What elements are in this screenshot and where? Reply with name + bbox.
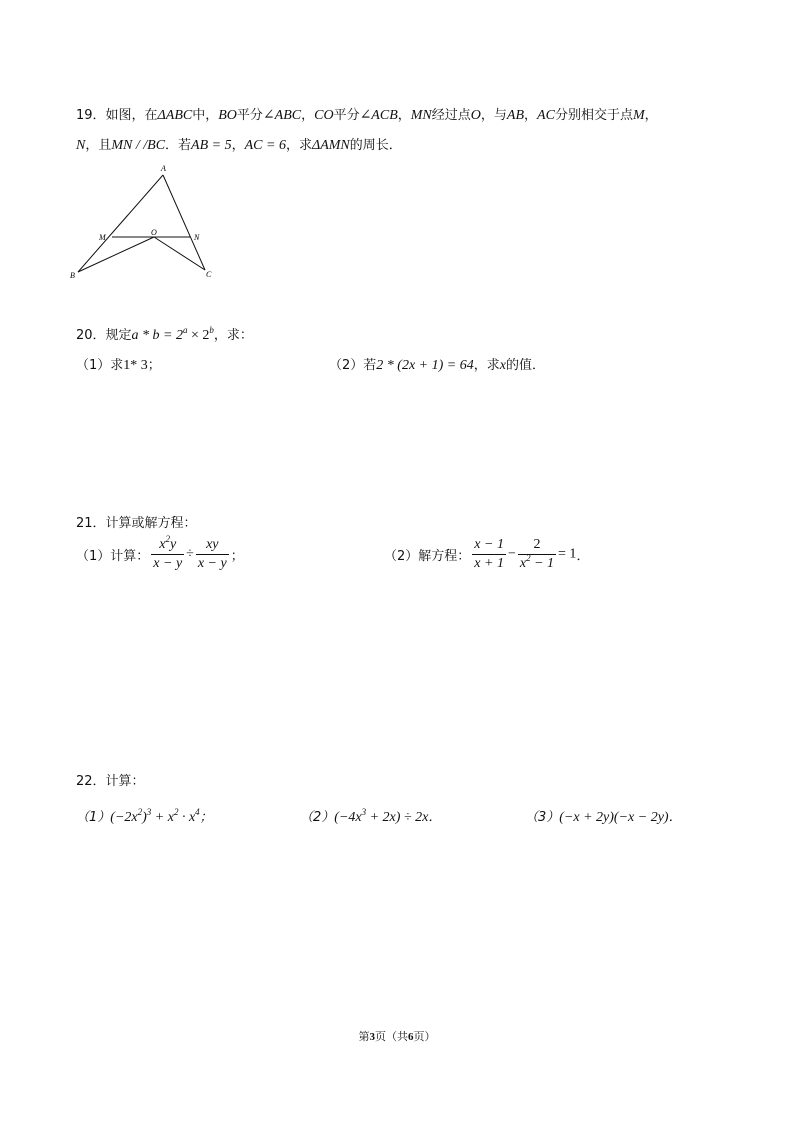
q20-text: ，求 (473, 358, 500, 373)
q20-p2-label: （2）若 (329, 358, 377, 373)
q21-minus: − (507, 546, 516, 562)
q21-f1-y: y (169, 537, 177, 552)
q21-g1-den: x + 1 (474, 556, 504, 571)
q20-exp-a: a (183, 325, 188, 335)
label-o: O (151, 228, 157, 237)
q21-f2-num: xy (196, 537, 229, 555)
q22-number: 22．计算： (76, 774, 145, 789)
q22-p3-expr: (−x + 2y)(−x − 2y) (559, 810, 669, 825)
q22-p2-e1: 3 (361, 807, 367, 817)
q19-text: 经过点 (431, 108, 471, 123)
footer-pre: 第 (358, 1030, 370, 1043)
q19-co: CO (314, 108, 334, 123)
q19-text: 平分 (236, 108, 263, 123)
q21-div: ÷ (186, 546, 194, 562)
q21-fraction-1 (151, 534, 184, 572)
q22-text: ； (199, 810, 213, 825)
q19-text: 中， (192, 108, 219, 123)
q21-g2-x: x (519, 556, 527, 571)
q19-text: ， (397, 108, 411, 123)
q19-ac-value: AC = 6 (244, 138, 286, 153)
q19-text: 的周长． (349, 138, 402, 153)
q19-text: ．若 (165, 138, 192, 153)
q22-text: ． (668, 810, 682, 825)
q19-ab-value: AB = 5 (191, 138, 232, 153)
q21-head (76, 512, 197, 531)
q22-part2 (300, 806, 441, 826)
label-n: N (194, 233, 200, 242)
label-b: B (70, 271, 75, 280)
q19-m: M (632, 108, 645, 123)
q22-p1-a: (−2x (110, 810, 138, 825)
q21-p1-label: （1）计算： (76, 549, 150, 564)
q19-triangle-amn: ΔAMN (311, 138, 350, 153)
label-c: C (206, 270, 212, 279)
q22-p1-label: （1） (76, 810, 111, 825)
q19-angle-abc: ∠ABC (262, 108, 302, 123)
q21-eq: = 1 (558, 546, 577, 562)
q21-f1-exp: 2 (165, 534, 170, 544)
q22-head (76, 770, 145, 789)
footer-post: 页） (413, 1030, 436, 1043)
q20-times: × 2 (187, 328, 210, 343)
q19-text: ， (231, 138, 245, 153)
q19-parallel: MN / /BC (111, 138, 166, 153)
segment-ac (163, 175, 205, 270)
q22-part3 (525, 806, 682, 826)
q20-p1-label: （1）求 (76, 358, 124, 373)
segment-bo (78, 237, 154, 272)
page-footer (0, 1028, 794, 1044)
q22-p1-e2: 3 (146, 807, 152, 817)
q21-g2-rest: − 1 (530, 556, 555, 571)
q22-p1-e3: 2 (173, 807, 179, 817)
q19-mn: MN (410, 108, 432, 123)
q22-p2-label: （2） (300, 810, 335, 825)
q20-p2-expr: 2 * (2x + 1) = 64 (376, 358, 474, 373)
q19-text: ， (644, 108, 658, 123)
q21-f2-den: x − y (197, 556, 227, 571)
q21-g2-exp: 2 (526, 553, 531, 563)
q19-o: O (470, 108, 481, 123)
q21-fraction-2 (196, 537, 229, 572)
q19-number: 19．如图，在 (76, 108, 158, 123)
label-m: M (99, 233, 106, 242)
q21-part2 (384, 537, 589, 572)
q21-part1 (76, 534, 244, 572)
q22-p1-c: + x (151, 810, 174, 825)
q19-text: 分别相交于点 (554, 108, 633, 123)
q19-ab: AB (506, 108, 525, 123)
q22-part1 (76, 806, 213, 826)
footer-page-number: 3 (369, 1031, 375, 1043)
q20-p2-x: x (499, 358, 506, 373)
q21-text: ． (576, 549, 590, 564)
q20-p1-expr: 1* 3 (123, 358, 148, 373)
q22-text: ． (428, 810, 442, 825)
q21-p2-label: （2）解方程： (384, 549, 471, 564)
q22-p2-b: + 2x) ÷ 2x (366, 810, 429, 825)
footer-mid: 页（共 (375, 1030, 408, 1043)
q19-triangle-abc: ΔABC (157, 108, 193, 123)
q19-text: ， (524, 108, 538, 123)
q19-line2 (76, 134, 402, 154)
q19-text: ， (301, 108, 315, 123)
q22-p2-a: (−4x (334, 810, 362, 825)
q19-text: ，且 (85, 138, 112, 153)
q20-definition (131, 325, 214, 343)
q22-p1-d: · x (178, 810, 196, 825)
q20-part1 (76, 354, 161, 374)
q21-fraction-4 (518, 537, 556, 572)
q19-text: ，与 (480, 108, 507, 123)
q22-p1-b: ) (142, 810, 147, 825)
q21-f1-den: x − y (153, 556, 183, 571)
q21-number: 21．计算或解方程： (76, 516, 197, 531)
q21-text: ； (230, 549, 244, 564)
q20-text: ； (147, 358, 161, 373)
q19-ac: AC (537, 108, 555, 123)
q20-text: ，求： (213, 328, 253, 343)
footer-total-pages: 6 (408, 1031, 414, 1043)
q20-exp-b: b (209, 325, 214, 335)
q19-line1 (76, 104, 658, 124)
q21-f1-x: x (159, 537, 166, 552)
q20-text: 的值． (505, 358, 545, 373)
q22-p1-e4: 4 (195, 807, 200, 817)
q19-bo: BO (218, 108, 237, 123)
q19-figure (66, 160, 226, 285)
q20-def-left: a * b = 2 (131, 328, 183, 343)
q19-text: ，求 (285, 138, 312, 153)
q20-number: 20．规定 (76, 328, 132, 343)
q19-angle-acb: ∠ACB (359, 108, 398, 123)
q21-g1-num: x − 1 (472, 537, 506, 555)
q22-p3-label: （3） (525, 810, 560, 825)
q21-g2-num: 2 (518, 537, 556, 555)
label-a: A (161, 164, 166, 173)
q20-part2 (329, 354, 545, 374)
q22-p1-e1: 2 (137, 807, 143, 817)
segment-ab (78, 175, 163, 272)
q19-n: N (76, 138, 86, 153)
q21-fraction-3 (472, 537, 506, 572)
q20-head (76, 324, 253, 344)
q19-text: 平分 (333, 108, 360, 123)
